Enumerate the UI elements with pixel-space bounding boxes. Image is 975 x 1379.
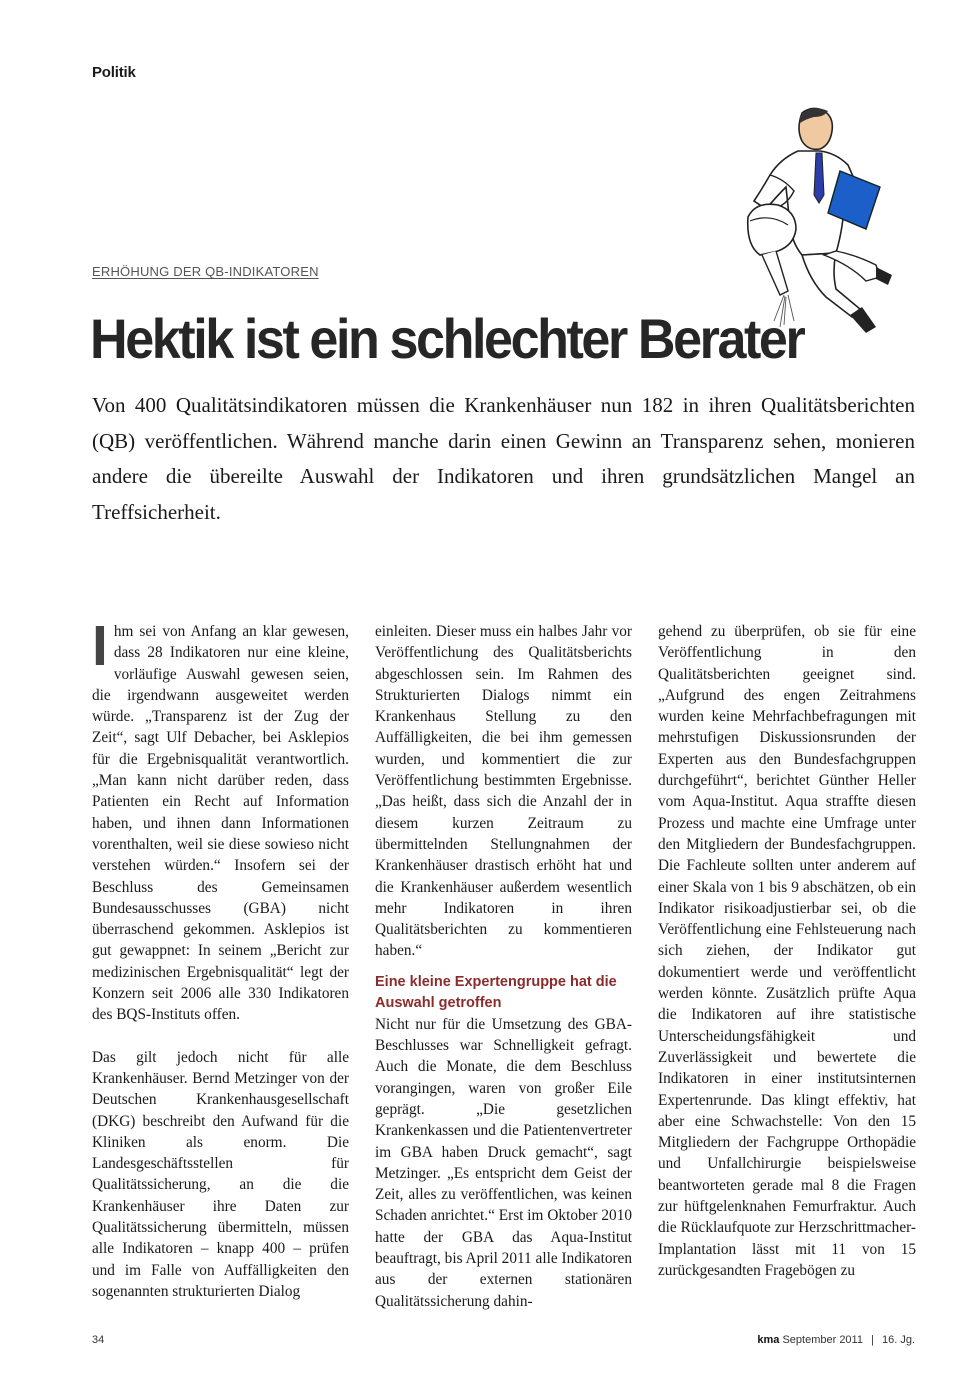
paragraph-text: hm sei von Anfang an klar gewesen, dass 28 Indikatoren nur eine kleine, vorläufige Auswahl gewesen seien, die irgendwann ausgeweitet werden würde. „Transparenz ist der Zug der Zeit“, sagt Ulf Debacher, bei Asklepios für die Ergebnisqualität verantwortlich. „Man kann nicht darüber reden, dass Patienten ein Recht auf Information haben, und ihnen dann Informationen vorenthalten, weil sie diese sowieso nicht verstehen würden.“ Insofern sei der Beschluss des Gemeinsamen Bundesausschusses (GBA) nicht überraschend gekommen. Asklepios ist gut gewappnet: In seinem „Bericht zur medizinischen Ergebnisqualität“ legt der Konzern seit 2006 alle 330 Indikatoren des BQS-Instituts offen.: [92, 623, 349, 1024]
article-paragraph: gehend zu überprüfen, ob sie für eine Veröffentlichung in den Qualitätsberichten geeignet sind. „Aufgrund des engen Zeitrahmens wurden keine Mehrfachbefragungen mit mehrstufigen Diskussionsrunden der Experten aus den Bundesfachgruppen durchgeführt“, berichtet Günther Heller vom Aqua-Institut. Aqua straffte diesen Prozess und machte eine Umfrage unter den Mitgliedern der Bundesfachgruppen. Die Fachleute sollten unter anderem auf einer Skala von 1 bis 9 abschätzen, ob ein Indikator risikoadjustierbar sei, ob die Veröffentlichung eine Fehlsteuerung nach sich ziehen, der Indikator gut dokumentiert werde und veröffentlicht werden könnte. Zusätzlich prüfte Aqua die Indikatoren auf ihre statistische Unterscheidungsfähigkeit und Zuverlässigkeit und bewertete die Indikatoren in einer institutsinternen Expertenrunde. Das klingt effektiv, hat aber eine Schwachstelle: Von den 15 Mitgliedern der Fachgruppe Orthopädie und Unfallchirurgie beispielsweise beantworteten gerade mal 8 die Fragen zur hüftgelenknahen Femurfraktur. Auch die Rücklaufquote zur Herzschrittmacher-Implantation lässt mit 11 von 15 zurückgesandten Fragebögen zu: [658, 623, 916, 1279]
article-column-1: [92, 614, 349, 1302]
article-kicker: ERHÖHUNG DER QB-INDIKATOREN: [92, 264, 319, 279]
magazine-brand: kma: [757, 1334, 780, 1346]
drop-cap: I: [92, 614, 108, 678]
article-lead: Von 400 Qualitätsindikatoren müssen die Krankenhäuser nun 182 in ihren Qualitätsberichten (QB) veröffentlichen. Während manche darin einen Gewinn an Transparenz sehen, monieren andere die übereilte Auswahl der Indikatoren und ihren grundsätzlichen Mangel an Treffsicherheit.: [92, 393, 915, 524]
issue-date: September 2011: [782, 1334, 863, 1346]
volume-number: 16. Jg.: [881, 1334, 915, 1346]
article-headline: Hektik ist ein schlechter Berater: [90, 307, 804, 370]
article-column-2: [375, 621, 632, 1312]
article-paragraph: [92, 614, 349, 1026]
page-number: 34: [92, 1334, 105, 1346]
article-column-3: [658, 621, 916, 1281]
article-paragraph: einleiten. Dieser muss ein halbes Jahr vor Veröffentlichung des Qualitätsberichts abgeschlossen sein. Im Rahmen des Strukturierten Dialogs nimmt ein Krankenhaus Stellung zu den Auffälligkeiten, die bei ihm gemessen wurden, und kommentiert die zur Veröffentlichung bestimmten Ergebnisse. „Das heißt, dass sich die Anzahl der in diesem kurzen Zeitraum zu übermittelnden Stellungnahmen der Krankenhäuser drastisch erhöht hat und die Krankenhäuser außerdem wesentlich mehr Indikatoren in ihren Qualitätsberichten zu kommentieren haben.“: [375, 623, 632, 960]
article-paragraph: Das gilt jedoch nicht für alle Krankenhäuser. Bernd Metzinger von der Deutschen Krankenhausgesellschaft (DKG) beschreibt den Aufwand für die Kliniken als enorm. Die Landesgeschäftsstellen für Qualitätssicherung, an die die Krankenhäuser ihre Daten zur Qualitätssicherung übermitteln, müssen alle Indikatoren – knapp 400 – prüfen und im Falle von Auffälligkeiten den sogenannten strukturierten Dialog: [92, 1048, 349, 1300]
article-subheading: Eine kleine Expertengruppe hat die Auswahl getroffen: [375, 973, 617, 1011]
section-label: Politik: [92, 64, 136, 81]
footer-separator: |: [871, 1334, 874, 1346]
footer-issue-info: [757, 1334, 915, 1346]
article-paragraph: Nicht nur für die Umsetzung des GBA-Beschlusses war Schnelligkeit gefragt. Auch die Monate, die dem Beschluss vorangingen, waren von großer Eile geprägt. „Die gesetzlichen Krankenkassen und die Patientenvertreter im GBA haben Druck gemacht“, sagt Metzinger. „Es entspricht dem Geist der Zeit, alles zu veröffentlichen, was keinen Schaden anrichtet.“ Erst im Oktober 2010 hatte der GBA das Aqua-Institut beauftragt, bis April 2011 alle Indikatoren aus der externen stationären Qualitätssicherung dahin-: [375, 1015, 632, 1310]
